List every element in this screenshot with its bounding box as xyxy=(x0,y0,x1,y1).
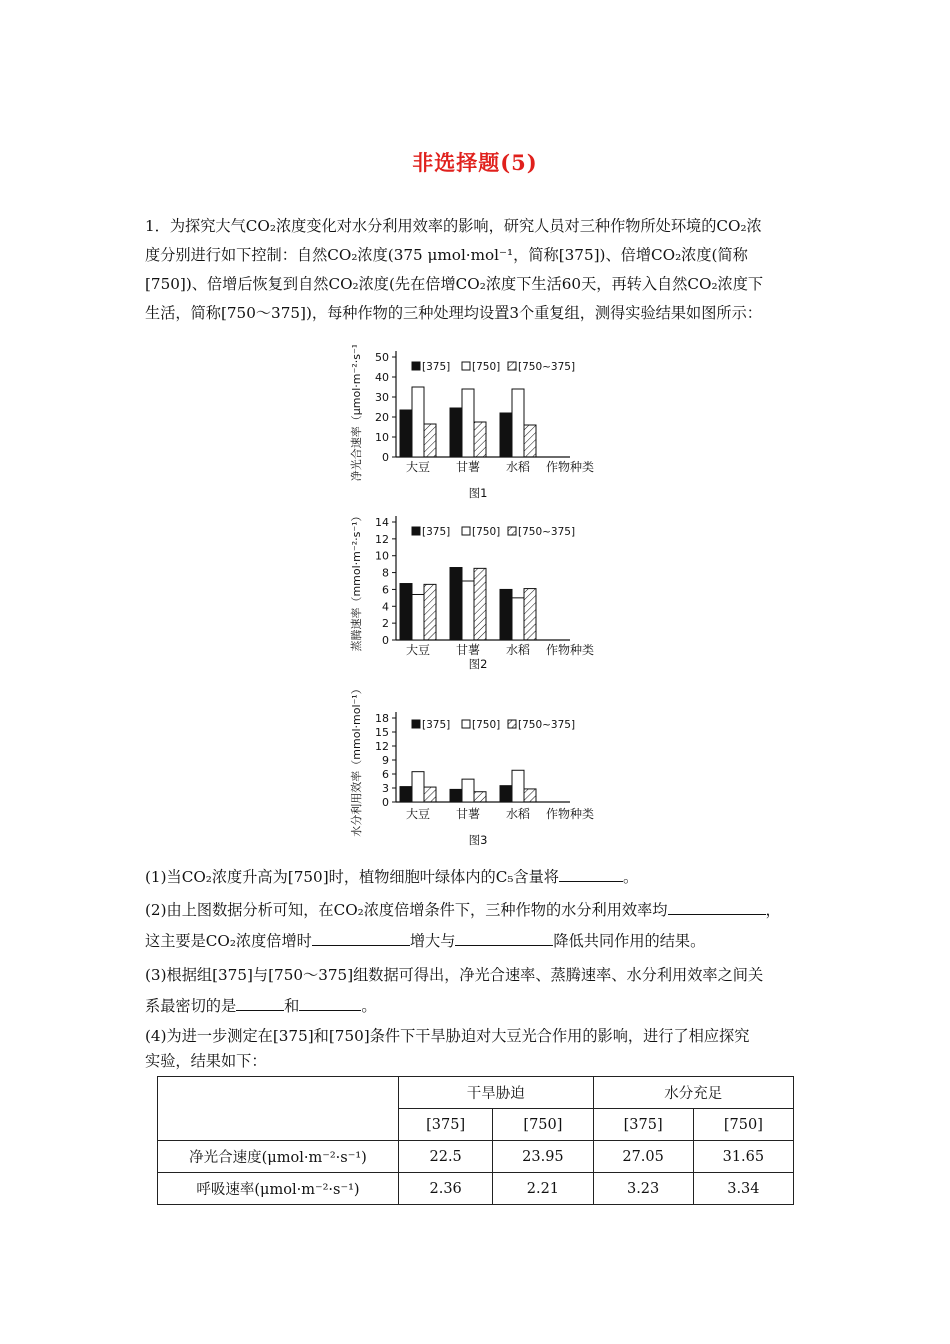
y-tick-label: 4 xyxy=(382,600,389,614)
answer-blank[interactable] xyxy=(559,865,623,882)
question-4 xyxy=(145,1021,815,1077)
q2-text-2: 这主要是CO₂浓度倍增时 xyxy=(145,932,312,950)
y-tick-label: 6 xyxy=(382,583,389,597)
y-tick-label: 40 xyxy=(375,371,389,384)
category-label: 大豆 xyxy=(405,460,431,474)
bar xyxy=(412,594,424,640)
legend-label: [750~375] xyxy=(518,361,576,373)
legend-swatch xyxy=(412,362,420,370)
table-sub-header: [375] xyxy=(399,1109,493,1141)
figure-2 xyxy=(340,508,620,677)
table-corner xyxy=(158,1077,399,1141)
page-title: 非选择题(5) xyxy=(412,150,538,175)
figure-3 xyxy=(340,680,620,854)
bar xyxy=(474,422,486,457)
figure-caption: 图1 xyxy=(468,486,488,500)
table-cell: 3.23 xyxy=(593,1173,693,1205)
question-2 xyxy=(145,895,815,957)
q4-text-2: 实验，结果如下： xyxy=(145,1052,267,1070)
q2-text-4: 降低共同作用的结果。 xyxy=(553,932,706,950)
q2-comma: ， xyxy=(765,901,781,919)
intro-line: 1．为探究大气CO₂浓度变化对水分利用效率的影响，研究人员对三种作物所处环境的CO₂浓 xyxy=(145,217,762,235)
intro-line: [750])、倍增后恢复到自然CO₂浓度(先在倍增CO₂浓度下生活60天，再转入自然CO₂浓度下 xyxy=(145,275,764,293)
y-axis-label: 蒸腾速率（mmol·m⁻²·s⁻¹） xyxy=(350,510,363,652)
bar xyxy=(524,589,536,640)
y-tick-label: 10 xyxy=(375,549,389,563)
bar xyxy=(412,772,424,802)
y-tick-label: 8 xyxy=(382,566,389,580)
answer-blank[interactable] xyxy=(455,929,553,946)
category-label: 水稻 xyxy=(505,807,531,821)
y-tick-label: 50 xyxy=(375,351,389,364)
q3-end: 。 xyxy=(361,997,377,1015)
intro-line: 度分别进行如下控制：自然CO₂浓度(375 μmol·mol⁻¹，简称[375])、倍增CO₂浓度(简称 xyxy=(145,246,748,264)
bar xyxy=(512,598,524,640)
results-table xyxy=(157,1076,794,1205)
table-row xyxy=(158,1173,794,1205)
category-label: 甘薯 xyxy=(455,807,481,821)
bar xyxy=(500,589,512,640)
bar xyxy=(424,424,436,457)
y-tick-label: 0 xyxy=(382,796,389,809)
y-tick-label: 14 xyxy=(375,516,389,529)
y-tick-label: 10 xyxy=(375,431,389,444)
category-label: 大豆 xyxy=(405,807,431,821)
q2-text-3: 增大与 xyxy=(409,932,456,950)
category-label: 水稻 xyxy=(505,460,531,474)
y-tick-label: 9 xyxy=(382,754,389,767)
y-tick-label: 12 xyxy=(375,740,389,753)
q3-text-2: 系最密切的是 xyxy=(145,997,237,1015)
table-row xyxy=(158,1141,794,1173)
category-label: 水稻 xyxy=(505,643,531,657)
legend-swatch xyxy=(412,720,420,728)
legend-swatch xyxy=(462,527,470,535)
category-label: 甘薯 xyxy=(455,460,481,474)
intro-line: 生活，简称[750～375])，每种作物的三种处理均设置3个重复组，测得实验结果如图所示： xyxy=(145,304,762,322)
intro-paragraph xyxy=(145,212,805,328)
answer-blank[interactable] xyxy=(299,994,361,1011)
table-row-label: 呼吸速率(μmol·m⁻²·s⁻¹) xyxy=(158,1173,399,1205)
table-row-label: 净光合速度(μmol·m⁻²·s⁻¹) xyxy=(158,1141,399,1173)
bar xyxy=(474,568,486,640)
x-axis-label: 作物种类 xyxy=(545,460,595,474)
legend-label: [750~375] xyxy=(518,526,576,538)
y-tick-label: 12 xyxy=(375,532,389,546)
y-axis-label: 水分利用效率（mmol·mol⁻¹） xyxy=(350,683,363,837)
legend-label: [375] xyxy=(422,526,451,538)
bar xyxy=(512,770,524,802)
bar xyxy=(462,581,474,640)
bar xyxy=(412,387,424,457)
q2-text: (2)由上图数据分析可知，在CO₂浓度倍增条件下，三种作物的水分利用效率均 xyxy=(145,901,668,919)
legend-label: [750~375] xyxy=(518,719,576,731)
answer-blank[interactable] xyxy=(668,898,766,915)
table-cell: 2.21 xyxy=(493,1173,593,1205)
table-group-header: 水分充足 xyxy=(593,1077,793,1109)
bar xyxy=(424,584,436,640)
y-tick-label: 15 xyxy=(375,726,389,739)
legend-label: [375] xyxy=(422,361,451,373)
bar xyxy=(400,584,412,640)
y-tick-label: 3 xyxy=(382,782,389,795)
y-tick-label: 18 xyxy=(375,712,389,725)
legend-swatch xyxy=(412,527,420,535)
y-tick-label: 0 xyxy=(382,634,389,647)
bar xyxy=(524,789,536,802)
legend-swatch xyxy=(462,362,470,370)
bar xyxy=(450,568,462,640)
bar xyxy=(474,792,486,802)
chart-1-svg xyxy=(340,345,620,505)
bar xyxy=(450,408,462,457)
question-3 xyxy=(145,960,815,1022)
x-axis-label: 作物种类 xyxy=(545,643,595,657)
answer-blank[interactable] xyxy=(312,929,410,946)
y-tick-label: 0 xyxy=(382,451,389,464)
bar xyxy=(524,425,536,457)
q1-end: 。 xyxy=(622,868,639,886)
bar xyxy=(462,389,474,457)
table-sub-header: [750] xyxy=(693,1109,793,1141)
figure-1 xyxy=(340,345,620,509)
legend-swatch xyxy=(462,720,470,728)
bar xyxy=(500,786,512,802)
legend-swatch xyxy=(508,362,516,370)
legend-label: [750] xyxy=(472,361,501,373)
bar xyxy=(450,789,462,802)
bar xyxy=(462,779,474,802)
bar xyxy=(424,787,436,802)
category-label: 甘薯 xyxy=(455,643,481,657)
table-group-header: 干旱胁迫 xyxy=(399,1077,594,1109)
q3-and: 和 xyxy=(284,997,300,1015)
bar xyxy=(400,410,412,457)
table-cell: 22.5 xyxy=(399,1141,493,1173)
table-cell: 27.05 xyxy=(593,1141,693,1173)
table-sub-header: [750] xyxy=(493,1109,593,1141)
y-tick-label: 20 xyxy=(375,411,389,424)
table-cell: 2.36 xyxy=(399,1173,493,1205)
question-1 xyxy=(145,862,815,893)
category-label: 大豆 xyxy=(405,643,431,657)
table-sub-header: [375] xyxy=(593,1109,693,1141)
y-tick-label: 30 xyxy=(375,391,389,404)
chart-3-svg xyxy=(340,680,620,850)
figure-caption: 图2 xyxy=(468,657,488,671)
q1-text: (1)当CO₂浓度升高为[750]时，植物细胞叶绿体内的C₅含量将 xyxy=(145,868,559,886)
q4-text: (4)为进一步测定在[375]和[750]条件下干旱胁迫对大豆光合作用的影响，进行了相应探究 xyxy=(145,1027,750,1045)
legend-label: [750] xyxy=(472,719,501,731)
q3-text: (3)根据组[375]与[750～375]组数据可得出，净光合速率、蒸腾速率、水分利用效率之间关 xyxy=(145,966,764,984)
figure-caption: 图3 xyxy=(468,833,488,847)
legend-label: [750] xyxy=(472,526,501,538)
table-cell: 31.65 xyxy=(693,1141,793,1173)
table-cell: 3.34 xyxy=(693,1173,793,1205)
legend-label: [375] xyxy=(422,719,451,731)
y-tick-label: 2 xyxy=(382,617,389,631)
bar xyxy=(500,413,512,457)
bar xyxy=(512,389,524,457)
table-cell: 23.95 xyxy=(493,1141,593,1173)
bar xyxy=(400,787,412,802)
chart-2-svg xyxy=(340,508,620,673)
y-tick-label: 6 xyxy=(382,768,389,781)
y-axis-label: 净光合速率（μmol·m⁻²·s⁻¹） xyxy=(350,345,363,482)
x-axis-label: 作物种类 xyxy=(545,807,595,821)
legend-swatch xyxy=(508,720,516,728)
answer-blank[interactable] xyxy=(236,994,284,1011)
legend-swatch xyxy=(508,527,516,535)
